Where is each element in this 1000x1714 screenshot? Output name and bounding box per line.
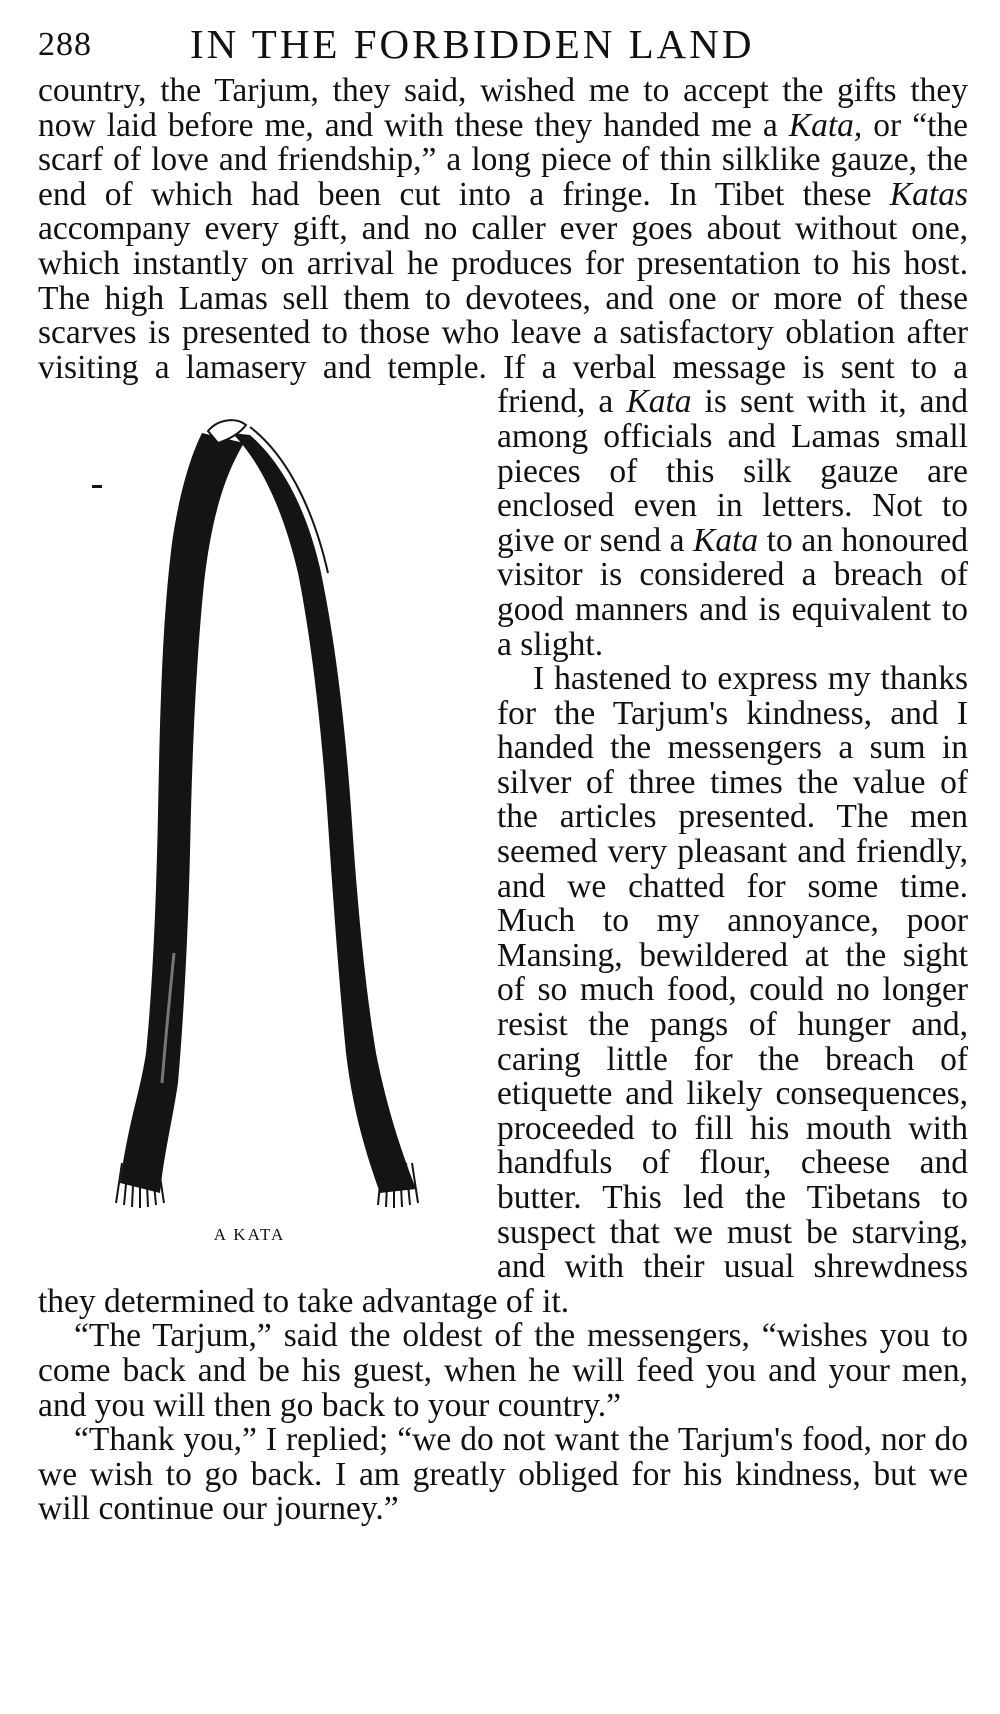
katas-term: Katas xyxy=(889,175,968,213)
paragraph-1-part-1: country, the Tarjum, they said, wished me to accept the gifts they now laid before me, and with these they handed me a xyxy=(38,72,968,144)
running-title: IN THE FORBIDDEN LAND xyxy=(190,21,755,67)
paragraph-1-part-5: to an honoured visitor is considered a breach of good manners and is equivalent to a slight. xyxy=(497,521,969,663)
paragraph-1-part-3: accompany every gift, and no caller ever goes about without one, which instantly on arrival he produces for presentation to his host. The high Lamas sell them to devotees, and one or more of these scarves is presented to those who leave a satisfactory oblation after visiting a lamasery and temple. If a verbal message is sent to a friend, a xyxy=(38,210,968,421)
figure-caption: A KATA xyxy=(213,1225,286,1245)
paragraph-1-part-2: or “the scarf of love and friendship,” a long piece of thin silklike gauze, the end of which had been cut into a fringe. In Tibet these xyxy=(38,106,969,213)
page-header xyxy=(38,12,968,72)
paragraph-1-part-4: is sent with it, and among officials and Lamas small pieces of this silk gauze are enclosed even in letters. Not to give or send a xyxy=(497,383,968,559)
paragraph-4: “Thank you,” I replied; “we do not want the Tarjum's food, nor do we wish to go back. I am greatly obliged for his kindness, but we will continue our journey.” xyxy=(38,1421,968,1528)
paragraph-3: “The Tarjum,” said the oldest of the messengers, “wishes you to come back and be his guest, when he will feed you and your men, and you will then go back to your country.” xyxy=(38,1317,968,1424)
page-number: 288 xyxy=(38,26,92,63)
kata-figure xyxy=(32,393,467,1253)
paragraph-2: I hastened to express my thanks for the Tarjum's kindness, and I handed the messengers a sum in silver of three times the value of the articles presented. The men seemed very pleasant and friendly, and we chatted for some time. Much to my annoyance, poor Mansing, bewildered at the sight of so much food, could no longer resist the pangs of hunger and, caring little for the breach of etiquette and likely consequences, proceeded to fill his mouth with handfuls of flour, cheese and butter. This led the Tibetans to suspect that we must be starving, and with their usual shrewdness they determined to take advantage of it. xyxy=(38,660,968,1320)
kata-term-2: Kata xyxy=(626,383,692,421)
body-text xyxy=(38,74,968,1527)
stray-mark xyxy=(92,485,102,488)
kata-right-band xyxy=(232,433,416,1193)
kata-term-3: Kata xyxy=(693,521,759,559)
kata-scarf-illustration xyxy=(32,393,467,1213)
kata-term: Kata, xyxy=(788,106,863,144)
kata-left-band xyxy=(120,433,244,1193)
